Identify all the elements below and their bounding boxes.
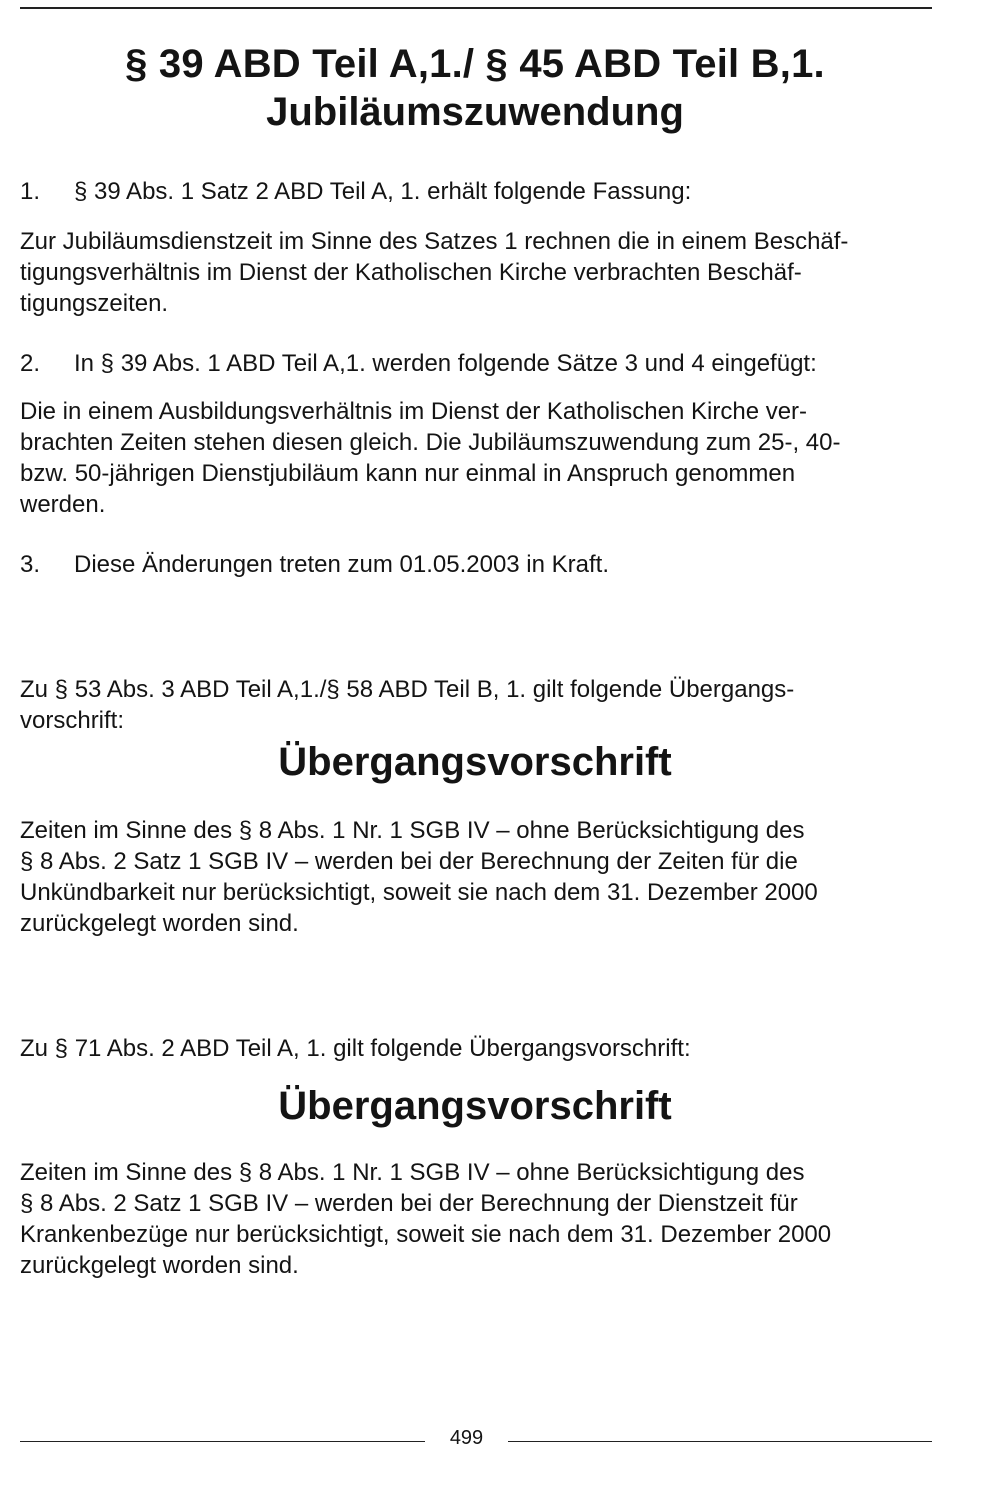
top-rule: [20, 7, 932, 9]
footer-rule-left: [20, 1441, 425, 1442]
transition-1-line: zurückgelegt worden sind.: [20, 910, 299, 937]
item-1-text: [20, 226, 932, 319]
title-block: [0, 40, 950, 136]
item-3-intro-text: Diese Änderungen treten zum 01.05.2003 in Kraft.: [74, 551, 610, 578]
item-2-line: brachten Zeiten stehen diesen gleich. Die Jubiläumszuwendung zum 25-, 40-: [20, 429, 841, 456]
item-2-intro-text: In § 39 Abs. 1 ABD Teil A,1. werden folgende Sätze 3 und 4 eingefügt:: [74, 350, 817, 377]
transition-2-text: [20, 1157, 932, 1281]
transition-2-line: Krankenbezüge nur berücksichtigt, soweit sie nach dem 31. Dezember 2000: [20, 1221, 832, 1248]
transition-1-intro-line: Zu § 53 Abs. 3 ABD Teil A,1./§ 58 ABD Teil B, 1. gilt folgende Übergangs-: [20, 676, 795, 703]
transition-1-heading: Übergangsvorschrift: [278, 740, 672, 784]
item-2-line: bzw. 50-jährigen Dienstjubiläum kann nur einmal in Anspruch genommen: [20, 460, 796, 487]
item-2-line: Die in einem Ausbildungsverhältnis im Dienst der Katholischen Kirche ver-: [20, 398, 808, 425]
transition-1-intro-line: vorschrift:: [20, 707, 125, 734]
transition-2-line: Zeiten im Sinne des § 8 Abs. 1 Nr. 1 SGB IV – ohne Berücksichtigung des: [20, 1159, 805, 1186]
item-2-intro: [20, 348, 932, 379]
item-1-intro: [20, 176, 932, 207]
item-1-line: Zur Jubiläumsdienstzeit im Sinne des Satzes 1 rechnen die in einem Beschäf-: [20, 228, 849, 255]
transition-1-line: § 8 Abs. 2 Satz 1 SGB IV – werden bei der Berechnung der Zeiten für die: [20, 848, 798, 875]
item-2-line: werden.: [20, 491, 106, 518]
item-3-number: 3.: [20, 551, 41, 578]
transition-2-intro: Zu § 71 Abs. 2 ABD Teil A, 1. gilt folgende Übergangsvorschrift:: [20, 1035, 691, 1062]
page-subtitle: Jubiläumszuwendung: [266, 90, 684, 134]
page-number: 499: [449, 1427, 484, 1449]
transition-2-line: zurückgelegt worden sind.: [20, 1252, 299, 1279]
item-2-number: 2.: [20, 350, 41, 377]
transition-1-intro: [20, 674, 932, 736]
transition-1-text: [20, 815, 932, 939]
page-title: § 39 ABD Teil A,1./ § 45 ABD Teil B,1.: [125, 42, 825, 86]
page-footer: [20, 1426, 932, 1450]
item-1-line: tigungszeiten.: [20, 290, 169, 317]
item-1-intro-text: § 39 Abs. 1 Satz 2 ABD Teil A, 1. erhält folgende Fassung:: [74, 178, 692, 205]
item-1-line: tigungsverhältnis im Dienst der Katholischen Kirche verbrachten Beschäf-: [20, 259, 802, 286]
item-1-number: 1.: [20, 178, 41, 205]
item-2-text: [20, 396, 932, 520]
item-3-intro: [20, 549, 932, 580]
transition-2-heading: Übergangsvorschrift: [278, 1084, 672, 1128]
footer-rule-right: [508, 1441, 932, 1442]
transition-1-line: Unkündbarkeit nur berücksichtigt, soweit sie nach dem 31. Dezember 2000: [20, 879, 818, 906]
transition-1-line: Zeiten im Sinne des § 8 Abs. 1 Nr. 1 SGB IV – ohne Berücksichtigung des: [20, 817, 805, 844]
transition-2-line: § 8 Abs. 2 Satz 1 SGB IV – werden bei der Berechnung der Dienstzeit für: [20, 1190, 798, 1217]
